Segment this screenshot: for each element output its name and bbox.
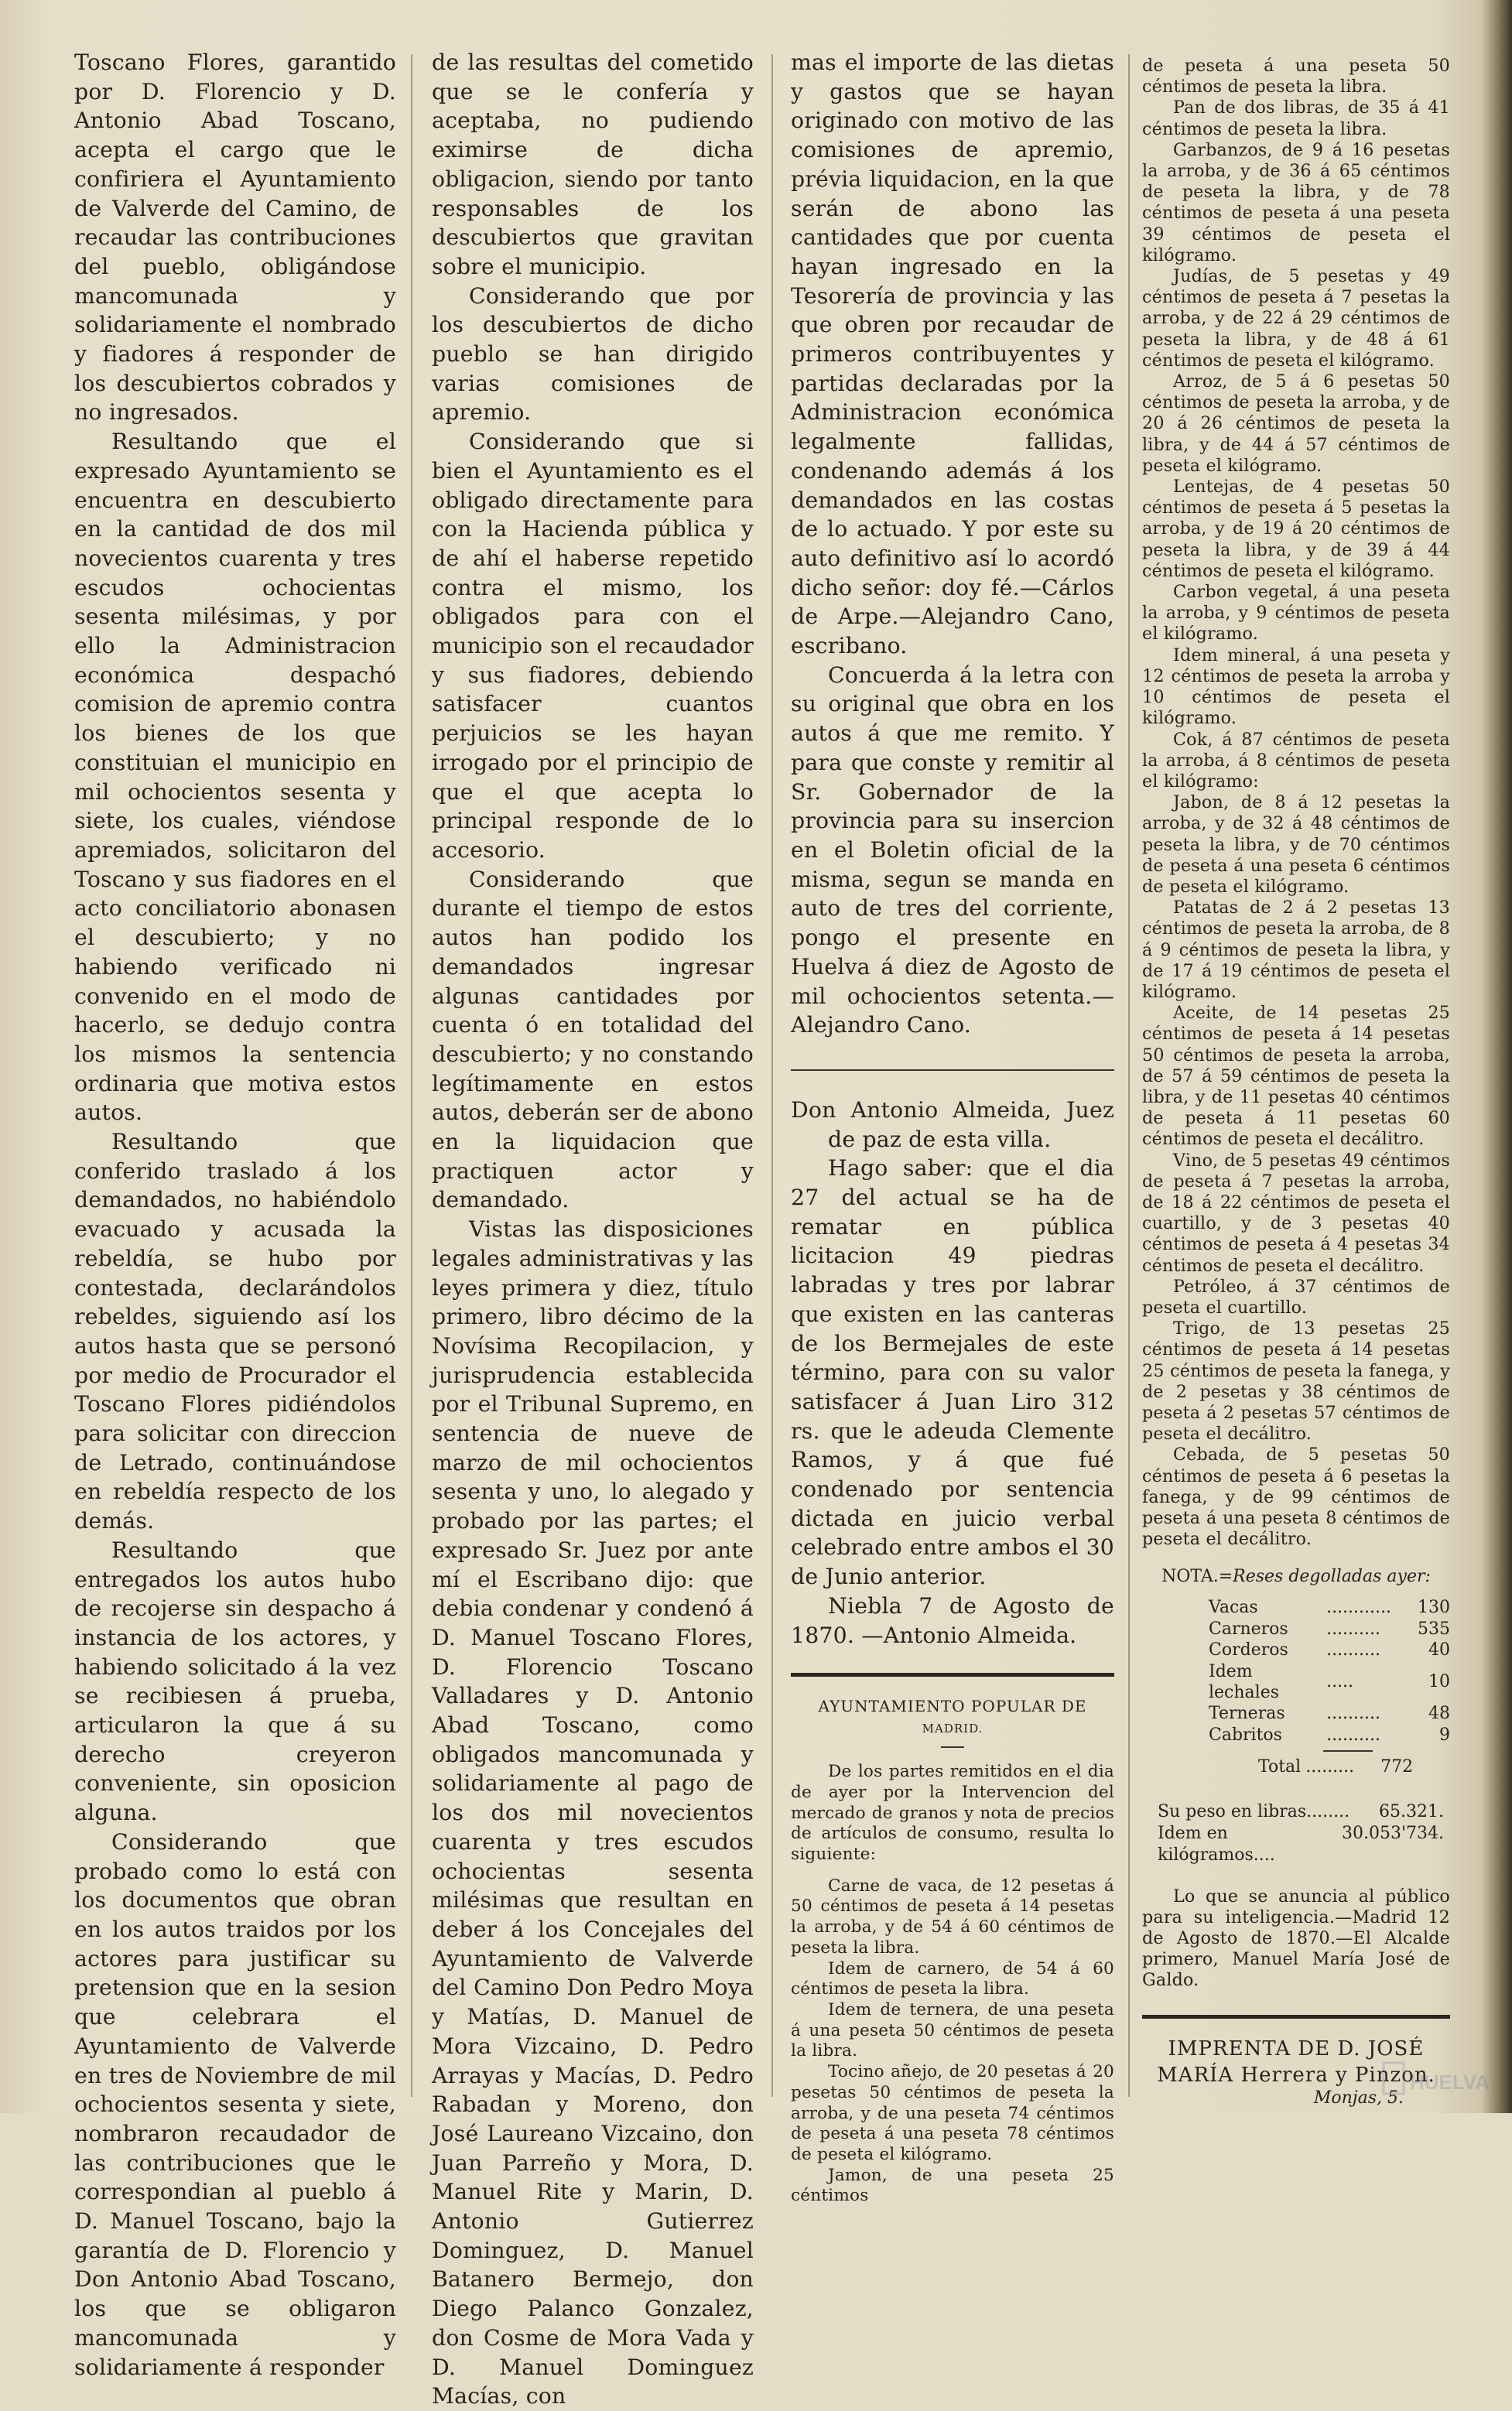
price-item: Aceite, de 14 pesetas 25 céntimos de peseta á 14 pesetas 50 céntimos de peseta la arroba, de 57 á 59 céntimos de peseta la libra, y de 11 pesetas 40 céntimos de peseta á 11 pesetas 60 céntimos de peseta el decálitro.	[1142, 1003, 1450, 1150]
price-item: Trigo, de 13 pesetas 25 céntimos de peseta á 14 pesetas 25 céntimos de peseta la fanega, y de 2 pesetas y 38 céntimos de peseta á 2 pesetas 57 céntimos de peseta el decálitro.	[1142, 1318, 1450, 1445]
weight-value: 65.321.	[1379, 1801, 1444, 1821]
table-row: Cabritos .......... 9	[1209, 1725, 1450, 1745]
paragraph: Resultando que conferido traslado á los demandados, no habiéndolo evacuado y acusada la rebeldía, se hubo por contestada, declarándolos rebeldes, siguiendo así los autos hasta que se personó por medio de Procurador el Toscano Flores pidiéndolos para solicitar con direccion de Letrado, continuándose en rebeldía respecto de los demás.	[74, 1129, 396, 1534]
price-item: Patatas de 2 á 2 pesetas 13 céntimos de peseta la arroba, de 8 á 9 céntimos de peseta la libra, y de 17 á 19 céntimos de peseta el kilógramo.	[1142, 898, 1450, 1002]
weight-value: 30.053'734.	[1341, 1823, 1444, 1843]
price-item: Idem mineral, á una peseta y 12 céntimos de peseta la arroba y 10 céntimos de peseta el kilógramo.	[1142, 645, 1450, 729]
section-title: AYUNTAMIENTO POPULAR DE	[818, 1697, 1087, 1716]
price-item: Judías, de 5 pesetas y 49 céntimos de peseta á 7 pesetas la arroba, y de 22 á 29 céntimos de peseta la libra, y de 48 á 61 céntimos de peseta el kilógramo.	[1142, 266, 1450, 371]
cattle-qty: 9	[1439, 1725, 1450, 1745]
section-subtitle: MADRID.	[922, 1722, 983, 1736]
nota-heading	[1142, 1567, 1450, 1586]
table-row: Idem lechales ..... 10	[1209, 1661, 1450, 1703]
column-1	[74, 48, 396, 2382]
cattle-name: Cabritos	[1209, 1725, 1282, 1745]
paragraph: Considerando que durante el tiempo de estos autos han podido los demandados ingresar algunas cantidades por cuenta ó en totalidad del descubierto; y no constando legítimamente en estos autos, deberán ser de abono en la liquidacion que practiquen actor y demandado.	[432, 866, 754, 1213]
paragraph: mas el importe de las dietas y gastos que se hayan originado con motivo de las comisiones de apremio, prévia liquidacion, en la que serán de abono las cantidades que por cuenta hayan ingresado en la Tesorería de provincia y las que obren por recaudar de primeros contribuyentes y partidas declaradas por la Administracion económica legalmente fallidas, condenando además á los demandados en las costas de lo actuado. Y por este su auto definitivo así lo acordó dicho señor: doy fé.—Cárlos de Arpe.—Alejandro Cano, escribano.	[791, 50, 1114, 659]
nota-text: =Reses degolladas ayer:	[1218, 1567, 1431, 1587]
weight-label: Idem en kilógramos	[1158, 1823, 1254, 1865]
price-item: Idem de carnero, de 54 á 60 céntimos de peseta la libra.	[791, 1958, 1114, 1999]
cattle-total	[1258, 1756, 1413, 1777]
price-item: Cebada, de 5 pesetas 50 céntimos de peseta á 6 pesetas la fanega, y de 99 céntimos de peseta á una peseta 8 céntimos de peseta el decálitro.	[1142, 1445, 1450, 1550]
notice-body: Hago saber: que el dia 27 del actual se ha de rematar en pública licitacion 49 piedras labradas y tres por labrar que existen en las canteras de los Bermejales de este término, para con su valor satisfacer á Juan Liro 312 rs. que le adeuda Clemente Ramos, y á que fué condenado por sentencia dictada en juicio verbal celebrado entre ambos el 30 de Junio anterior.	[791, 1155, 1114, 1590]
watermark-text: HUELVA	[1410, 2071, 1490, 2094]
weight-libras-row: Su peso en libras........ 65.321.	[1158, 1801, 1444, 1821]
cattle-qty: 535	[1418, 1619, 1450, 1639]
cattle-name: Carneros	[1209, 1619, 1288, 1639]
nota-label: NOTA.	[1161, 1567, 1219, 1587]
paragraph: Vistas las disposiciones legales administrativas y las leyes primera y diez, título primero, libro décimo de la Novísima Recopilacion, y jurisprudencia establecida por el Tribunal Supremo, en sentencia de nueve de marzo de mil ochocientos sesenta y uno, lo alegado y probado por las partes; el expresado Sr. Juez por ante mí el Escribano dijo: que debia condenar y condenó á D. Manuel Toscano Flores, D. Florencio Toscano Valladares y D. Antonio Abad Toscano, como obligados mancomunada y solidariamente al pago de los dos mil novecientos cuarenta y tres escudos ochocientas sesenta milésimas que resultan en deber á los Concejales del Ayuntamiento de Valverde del Camino Don Pedro Moya y Matías, D. Manuel de Mora Vizcaino, D. Pedro Arrayas y Macías, D. Pedro Rabadan y Moreno, don José Laureano Vizcaino, don Juan Parreño y Mora, D. Manuel Rite y Marin, D. Antonio Gutierrez Dominguez, D. Manuel Batanero Bermejo, don Diego Palanco Gonzalez, don Cosme de Mora Vada y D. Manuel Dominguez Macías, con	[432, 1216, 754, 2409]
column-2	[432, 48, 754, 2411]
paragraph: Toscano Flores, garantido por D. Florencio y D. Antonio Abad Toscano, acepta el cargo que le confiriera el Ayuntamiento de Valverde del Camino, de recaudar las contribuciones del pueblo, obligándose mancomunada y solidariamente el nombrado y fiadores á responder de los descubiertos cobrados y no ingresados.	[74, 50, 396, 426]
divider	[791, 1069, 1114, 1071]
price-item: Vino, de 5 pesetas 49 céntimos de peseta á 7 pesetas la arroba, de 18 á 22 céntimos de peseta el cuartillo, y de 3 pesetas 40 céntimos de peseta á 4 pesetas 34 céntimos de peseta el decálitro.	[1142, 1150, 1450, 1276]
column-rule	[1128, 54, 1130, 2097]
paragraph: Considerando que si bien el Ayuntamiento es el obligado directamente para con la Hacienda pública y de ahí el haberse repetido contra el mismo, los obligados para con el municipio son el recaudador y sus fiadores, debiendo satisfacer cuantos perjuicios se les hayan irrogado por el principio de que el que acepta lo principal responde de lo accesorio.	[432, 429, 754, 863]
price-item: Petróleo, á 37 céntimos de peseta el cuartillo.	[1142, 1276, 1450, 1318]
table-row: Terneras .......... 48	[1209, 1704, 1450, 1724]
price-item: Cok, á 87 céntimos de peseta la arroba, á 8 céntimos de peseta el kilógramo:	[1142, 729, 1450, 792]
table-row: Vacas ............ 130	[1209, 1598, 1450, 1618]
price-item: Lentejas, de 4 pesetas 50 céntimos de peseta á 5 pesetas la arroba, y de 19 á 20 céntimos de peseta la libra, y de 39 á 44 céntimos de peseta el kilógramo.	[1142, 477, 1450, 581]
divider	[941, 1746, 964, 1748]
column-rule	[411, 54, 412, 2097]
weights	[1158, 1801, 1450, 1866]
printer-address: Monjas, 5.	[1313, 2088, 1404, 2108]
cattle-name: Terneras	[1209, 1704, 1285, 1724]
cattle-qty: 10	[1428, 1672, 1450, 1692]
paragraph: Considerando que por los descubiertos de dicho pueblo se han dirigido varias comisiones de apremio.	[432, 282, 754, 426]
printer-imprint: IMPRENTA DE D. JOSÉ MARÍA Herrera y Pinzon.	[1157, 2037, 1435, 2087]
sum-rule	[1323, 1750, 1373, 1752]
paragraph: Concuerda á la letra con su original que obra en los autos á que me remito. Y para que conste y remitir al Sr. Gobernador de la provincia para su insercion en el Boletin oficial de la misma, segun se manda en auto de tres del corriente, pongo el presente en Huelva á diez de Agosto de mil ochocientos setenta.—Alejandro Cano.	[791, 662, 1114, 1038]
divider	[1142, 2015, 1450, 2019]
cattle-name: Idem lechales	[1209, 1661, 1280, 1703]
market-intro: De los partes remitidos en el dia de ayer por la Intervencion del mercado de granos y nota de precios de artículos de consumo, resulta lo siguiente:	[791, 1762, 1114, 1865]
table-row: Carneros .......... 535	[1209, 1619, 1450, 1639]
column-4	[1142, 56, 1450, 2108]
divider	[791, 1673, 1114, 1677]
price-item: de peseta á una peseta 50 céntimos de peseta la libra.	[1142, 56, 1450, 97]
cattle-name: Corderos	[1209, 1640, 1288, 1660]
paragraph: Resultando que el expresado Ayuntamiento se encuentra en descubierto en la cantidad de dos mil novecientos cuarenta y tres escudos ochocientas sesenta milésimas, y por ello la Administracion económica despachó comision de apremio contra los bienes de los que constituian el municipio en mil ochocientos sesenta y siete, los cuales, viéndose apremiados, solicitaron del Toscano y sus fiadores en el acto conciliatorio abonasen el descubierto; y no habiendo verificado ni convenido en el modo de hacerlo, se dedujo contra los mismos la sentencia ordinaria que motiva estos autos.	[74, 429, 396, 1126]
closing-notice: Lo que se anuncia al público para su inteligencia.—Madrid 12 de Agosto de 1870.—El Alcalde primero, Manuel María José de Galdo.	[1142, 1886, 1450, 1991]
weight-label: Su peso en libras	[1158, 1801, 1307, 1821]
notice-heading: Don Antonio Almeida, Juez de paz de esta villa.	[791, 1096, 1114, 1152]
cattle-qty: 48	[1428, 1704, 1450, 1724]
paragraph: Considerando que probado como lo está con los documentos que obran en los autos traidos por los actores para justificar su pretension que en la sesion que celebrara el Ayuntamiento de Valverde en tres de Noviembre de mil ochocientos sesenta y siete, nombraron recaudador de las contribuciones que le correspondian al pueblo á D. Manuel Toscano, bajo la garantía de D. Florencio y Don Antonio Abad Toscano, los que se obligaron mancomunada y solidariamente á responder	[74, 1828, 396, 2380]
table-row: Corderos .......... 40	[1209, 1640, 1450, 1660]
price-item: Tocino añejo, de 20 pesetas á 20 pesetas 50 céntimos de peseta la arroba, y de una peseta 74 céntimos de peseta á una peseta 78 céntimos de peseta el kilógramo.	[791, 2062, 1114, 2164]
price-item: Garbanzos, de 9 á 16 pesetas la arroba, y de 36 á 65 céntimos de peseta la libra, y de 78 céntimos de peseta á una peseta 39 céntimos de peseta el kilógramo.	[1142, 139, 1450, 265]
notice-signature: Niebla 7 de Agosto de 1870. —Antonio Almeida.	[791, 1592, 1114, 1648]
price-item: Carbon vegetal, á una peseta la arroba, y 9 céntimos de peseta el kilógramo.	[1142, 582, 1450, 645]
cattle-qty: 40	[1428, 1640, 1450, 1660]
price-item: Idem de ternera, de una peseta á una peseta 50 céntimos de peseta la libra.	[791, 2000, 1114, 2061]
weight-kg-row: Idem en kilógramos.... 30.053'734.	[1158, 1823, 1444, 1865]
price-item: Pan de dos libras, de 35 á 41 céntimos de peseta la libra.	[1142, 97, 1450, 139]
paragraph: de las resultas del cometido que se le confería y aceptaba, no pudiendo eximirse de dicha obligacion, siendo por tanto responsables de los descubiertos que gravitan sobre el municipio.	[432, 50, 754, 279]
column-rule	[771, 54, 773, 2097]
total-value: 772	[1380, 1757, 1414, 1777]
column-3	[791, 48, 1114, 2207]
price-item: Arroz, de 5 á 6 pesetas 50 céntimos de peseta la arroba, y de 20 á 26 céntimos de peseta la libra, y de 44 á 57 céntimos de peseta el kilógramo.	[1142, 371, 1450, 476]
table-row: Total ......... 772	[1258, 1757, 1414, 1777]
paragraph: Resultando que entregados los autos hubo de recojerse sin despacho á instancia de los actores, y habiendo solicitado á la vez se recibiesen á prueba, articularon la que á su derecho creyeron conveniente, sin oposicion alguna.	[74, 1537, 396, 1826]
cattle-name: Vacas	[1209, 1598, 1258, 1618]
cattle-table	[1209, 1597, 1450, 1746]
library-stamp-icon	[1382, 2058, 1490, 2103]
price-item: Jabon, de 8 á 12 pesetas la arroba, y de 32 á 48 céntimos de peseta la libra, y de 70 céntimos de peseta á una peseta 6 céntimos de peseta el kilógramo.	[1142, 792, 1450, 897]
cattle-qty: 130	[1418, 1598, 1450, 1618]
price-item: Jamon, de una peseta 25 céntimos	[791, 2165, 1114, 2206]
price-item: Carne de vaca, de 12 pesetas á 50 céntimos de peseta á 14 pesetas la arroba, y de 54 á 60 céntimos de peseta la libra.	[791, 1876, 1114, 1958]
total-label: Total	[1258, 1757, 1302, 1777]
